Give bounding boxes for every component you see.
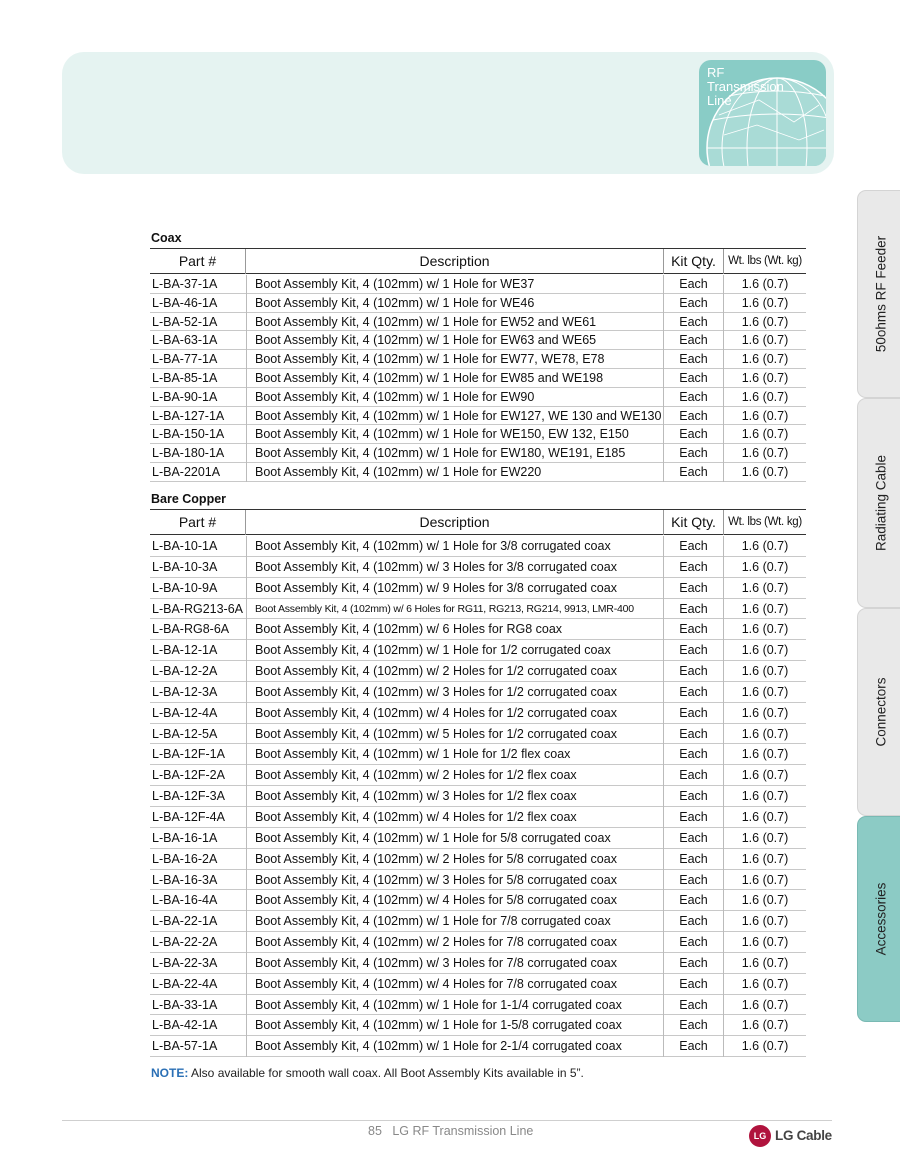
kit-qty: Each (663, 890, 723, 911)
part-number: L-BA-22-2A (152, 935, 218, 950)
table-row (150, 425, 806, 444)
table-row (150, 849, 806, 870)
weight: 1.6 (0.7) (723, 682, 806, 703)
weight: 1.6 (0.7) (723, 425, 806, 444)
description: Boot Assembly Kit, 4 (102mm) w/ 1 Hole for 3/8 corrugated coax (246, 536, 663, 557)
weight: 1.6 (0.7) (723, 599, 806, 620)
weight: 1.6 (0.7) (723, 275, 806, 294)
description: Boot Assembly Kit, 4 (102mm) w/ 1 Hole for EW85 and WE198 (246, 369, 663, 388)
table-row (150, 619, 806, 640)
table-row (150, 995, 806, 1016)
description: Boot Assembly Kit, 4 (102mm) w/ 1 Hole for WE37 (246, 275, 663, 294)
table-row (150, 703, 806, 724)
tab-radiating-cable[interactable] (857, 398, 900, 608)
header-part: Part # (178, 253, 217, 269)
part-number: L-BA-85-1A (152, 370, 218, 385)
section-title-coax: Coax (151, 231, 182, 245)
table-row (150, 536, 806, 557)
part-number: L-BA-12-1A (152, 643, 218, 658)
kit-qty: Each (663, 640, 723, 661)
part-number: L-BA-12F-3A (152, 789, 225, 804)
table-row (150, 1015, 806, 1036)
part-number: L-BA-33-1A (152, 997, 218, 1012)
part-number: L-BA-63-1A (152, 333, 218, 348)
part-number: L-BA-2201A (152, 464, 221, 479)
logo-text: LG Cable (775, 1128, 832, 1143)
tab-label: Radiating Cable (873, 454, 888, 552)
note-label: NOTE: (151, 1066, 189, 1080)
part-number: L-BA-12F-1A (152, 747, 225, 762)
weight: 1.6 (0.7) (723, 953, 806, 974)
section-title-bare-copper: Bare Copper (151, 492, 227, 506)
tab-connectors[interactable] (857, 608, 900, 816)
kit-qty: Each (663, 703, 723, 724)
description: Boot Assembly Kit, 4 (102mm) w/ 1 Hole for 1-5/8 corrugated coax (246, 1015, 663, 1036)
footer-caption (368, 1124, 533, 1138)
coax-rows (150, 275, 806, 482)
header-description: Description (245, 249, 663, 274)
table-row (150, 313, 806, 332)
part-number: L-BA-22-1A (152, 914, 218, 929)
part-number: L-BA-16-1A (152, 830, 218, 845)
description: Boot Assembly Kit, 4 (102mm) w/ 1 Hole for 7/8 corrugated coax (246, 911, 663, 932)
kit-qty: Each (663, 599, 723, 620)
badge-line-3: Line (707, 93, 732, 108)
kit-qty: Each (663, 870, 723, 891)
weight: 1.6 (0.7) (723, 911, 806, 932)
kit-qty: Each (663, 807, 723, 828)
part-number: L-BA-57-1A (152, 1039, 218, 1054)
tab-50ohms-rf-feeder[interactable] (857, 190, 900, 398)
table-row (150, 682, 806, 703)
table-row (150, 1036, 806, 1057)
description: Boot Assembly Kit, 4 (102mm) w/ 1 Hole for WE150, EW 132, E150 (246, 425, 663, 444)
weight: 1.6 (0.7) (723, 369, 806, 388)
table-row (150, 890, 806, 911)
description: Boot Assembly Kit, 4 (102mm) w/ 1 Hole for EW63 and WE65 (246, 331, 663, 350)
header-kit-qty: Kit Qty. (663, 510, 723, 535)
weight: 1.6 (0.7) (723, 744, 806, 765)
table-row (150, 724, 806, 745)
description: Boot Assembly Kit, 4 (102mm) w/ 3 Holes for 5/8 corrugated coax (246, 870, 663, 891)
tab-accessories[interactable] (857, 816, 900, 1022)
kit-qty: Each (663, 388, 723, 407)
part-number: L-BA-12-3A (152, 684, 218, 699)
weight: 1.6 (0.7) (723, 661, 806, 682)
kit-qty: Each (663, 369, 723, 388)
table-row (150, 369, 806, 388)
part-number: L-BA-37-1A (152, 277, 218, 291)
kit-qty: Each (663, 828, 723, 849)
kit-qty: Each (663, 682, 723, 703)
description: Boot Assembly Kit, 4 (102mm) w/ 6 Holes for RG8 coax (246, 619, 663, 640)
description: Boot Assembly Kit, 4 (102mm) w/ 3 Holes for 3/8 corrugated coax (246, 557, 663, 578)
weight: 1.6 (0.7) (723, 619, 806, 640)
tab-label: 50ohms RF Feeder (873, 235, 888, 353)
table-row (150, 953, 806, 974)
weight: 1.6 (0.7) (723, 407, 806, 426)
table-row (150, 765, 806, 786)
weight: 1.6 (0.7) (723, 870, 806, 891)
lg-cable-logo (749, 1125, 833, 1147)
kit-qty: Each (663, 313, 723, 332)
weight: 1.6 (0.7) (723, 1015, 806, 1036)
header-kit-qty: Kit Qty. (663, 249, 723, 274)
weight: 1.6 (0.7) (723, 890, 806, 911)
table-row (150, 786, 806, 807)
table-row (150, 331, 806, 350)
weight: 1.6 (0.7) (723, 536, 806, 557)
weight: 1.6 (0.7) (723, 578, 806, 599)
description: Boot Assembly Kit, 4 (102mm) w/ 1 Hole for EW52 and WE61 (246, 313, 663, 332)
table-row (150, 640, 806, 661)
note-text: Also available for smooth wall coax. All Boot Assembly Kits available in 5”. (188, 1066, 584, 1080)
description: Boot Assembly Kit, 4 (102mm) w/ 1 Hole for EW127, WE 130 and WE130 (246, 407, 663, 426)
page-number: 85 (368, 1124, 382, 1138)
kit-qty: Each (663, 444, 723, 463)
weight: 1.6 (0.7) (723, 1036, 806, 1057)
weight: 1.6 (0.7) (723, 350, 806, 369)
badge-line-1: RF (707, 65, 725, 80)
weight: 1.6 (0.7) (723, 724, 806, 745)
description: Boot Assembly Kit, 4 (102mm) w/ 3 Holes for 1/2 corrugated coax (246, 682, 663, 703)
part-number: L-BA-52-1A (152, 314, 218, 329)
part-number: L-BA-16-3A (152, 872, 218, 887)
kit-qty: Each (663, 932, 723, 953)
description: Boot Assembly Kit, 4 (102mm) w/ 1 Hole for WE46 (246, 294, 663, 313)
kit-qty: Each (663, 911, 723, 932)
table-row (150, 350, 806, 369)
part-number: L-BA-46-1A (152, 295, 218, 310)
kit-qty: Each (663, 1036, 723, 1057)
kit-qty: Each (663, 724, 723, 745)
table-row (150, 578, 806, 599)
description: Boot Assembly Kit, 4 (102mm) w/ 1 Hole for 1/2 flex coax (246, 744, 663, 765)
part-number: L-BA-90-1A (152, 389, 218, 404)
kit-qty: Each (663, 619, 723, 640)
description: Boot Assembly Kit, 4 (102mm) w/ 2 Holes for 5/8 corrugated coax (246, 849, 663, 870)
description: Boot Assembly Kit, 4 (102mm) w/ 9 Holes for 3/8 corrugated coax (246, 578, 663, 599)
part-number: L-BA-12F-4A (152, 809, 225, 824)
table-row (150, 557, 806, 578)
part-number: L-BA-150-1A (152, 427, 225, 442)
description: Boot Assembly Kit, 4 (102mm) w/ 3 Holes for 1/2 flex coax (246, 786, 663, 807)
weight: 1.6 (0.7) (723, 974, 806, 995)
description: Boot Assembly Kit, 4 (102mm) w/ 1 Hole for 1/2 corrugated coax (246, 640, 663, 661)
kit-qty: Each (663, 536, 723, 557)
table-header (150, 509, 806, 535)
part-number: L-BA-12F-2A (152, 768, 225, 783)
description: Boot Assembly Kit, 4 (102mm) w/ 1 Hole for EW220 (246, 463, 663, 482)
weight: 1.6 (0.7) (723, 388, 806, 407)
part-number: L-BA-42-1A (152, 1018, 218, 1033)
weight: 1.6 (0.7) (723, 932, 806, 953)
description: Boot Assembly Kit, 4 (102mm) w/ 1 Hole for 1-1/4 corrugated coax (246, 995, 663, 1016)
description: Boot Assembly Kit, 4 (102mm) w/ 4 Holes for 1/2 corrugated coax (246, 703, 663, 724)
logo-mark: LG (753, 1131, 767, 1141)
table-row (150, 807, 806, 828)
bare-copper-rows (150, 536, 806, 1057)
kit-qty: Each (663, 275, 723, 294)
table-row (150, 828, 806, 849)
description: Boot Assembly Kit, 4 (102mm) w/ 2 Holes for 7/8 corrugated coax (246, 932, 663, 953)
part-number: L-BA-22-3A (152, 955, 218, 970)
description: Boot Assembly Kit, 4 (102mm) w/ 1 Hole for EW90 (246, 388, 663, 407)
description: Boot Assembly Kit, 4 (102mm) w/ 2 Holes for 1/2 corrugated coax (246, 661, 663, 682)
weight: 1.6 (0.7) (723, 995, 806, 1016)
table-row (150, 911, 806, 932)
coax-table (150, 248, 806, 482)
kit-qty: Each (663, 995, 723, 1016)
part-number: L-BA-RG213-6A (152, 601, 244, 616)
table-row (150, 599, 806, 620)
weight: 1.6 (0.7) (723, 786, 806, 807)
header-description: Description (245, 510, 663, 535)
table-row (150, 744, 806, 765)
kit-qty: Each (663, 765, 723, 786)
tab-label: Connectors (873, 677, 888, 747)
weight: 1.6 (0.7) (723, 463, 806, 482)
rf-transmission-badge (699, 60, 826, 166)
bare-copper-table (150, 509, 806, 1057)
weight: 1.6 (0.7) (723, 444, 806, 463)
description: Boot Assembly Kit, 4 (102mm) w/ 4 Holes for 7/8 corrugated coax (246, 974, 663, 995)
kit-qty: Each (663, 849, 723, 870)
part-number: L-BA-10-9A (152, 580, 218, 595)
kit-qty: Each (663, 294, 723, 313)
weight: 1.6 (0.7) (723, 765, 806, 786)
part-number: L-BA-RG8-6A (152, 622, 230, 637)
kit-qty: Each (663, 578, 723, 599)
weight: 1.6 (0.7) (723, 313, 806, 332)
kit-qty: Each (663, 953, 723, 974)
kit-qty: Each (663, 974, 723, 995)
part-number: L-BA-10-1A (152, 539, 218, 553)
table-row (150, 407, 806, 426)
part-number: L-BA-22-4A (152, 976, 218, 991)
part-number: L-BA-12-4A (152, 705, 218, 720)
table-row (150, 870, 806, 891)
description: Boot Assembly Kit, 4 (102mm) w/ 2 Holes for 1/2 flex coax (246, 765, 663, 786)
description: Boot Assembly Kit, 4 (102mm) w/ 3 Holes for 7/8 corrugated coax (246, 953, 663, 974)
footer-title: LG RF Transmission Line (392, 1124, 534, 1138)
description: Boot Assembly Kit, 4 (102mm) w/ 6 Holes for RG11, RG213, RG214, 9913, LMR-400 (246, 599, 663, 620)
weight: 1.6 (0.7) (723, 849, 806, 870)
lg-logo-icon (749, 1125, 771, 1147)
note (151, 1066, 584, 1080)
part-number: L-BA-127-1A (152, 408, 225, 423)
description: Boot Assembly Kit, 4 (102mm) w/ 1 Hole for EW180, WE191, E185 (246, 444, 663, 463)
description: Boot Assembly Kit, 4 (102mm) w/ 1 Hole for 2-1/4 corrugated coax (246, 1036, 663, 1057)
part-number: L-BA-180-1A (152, 446, 225, 461)
kit-qty: Each (663, 350, 723, 369)
table-row (150, 294, 806, 313)
table-row (150, 932, 806, 953)
table-row (150, 974, 806, 995)
part-number: L-BA-10-3A (152, 559, 218, 574)
header-weight: Wt. lbs (Wt. kg) (723, 510, 806, 535)
kit-qty: Each (663, 557, 723, 578)
badge-line-2: Transmission (707, 79, 784, 94)
kit-qty: Each (663, 1015, 723, 1036)
kit-qty: Each (663, 425, 723, 444)
tab-label: Accessories (873, 882, 888, 956)
table-row (150, 661, 806, 682)
part-number: L-BA-16-2A (152, 851, 218, 866)
description: Boot Assembly Kit, 4 (102mm) w/ 4 Holes for 5/8 corrugated coax (246, 890, 663, 911)
header-weight: Wt. lbs (Wt. kg) (723, 249, 806, 274)
weight: 1.6 (0.7) (723, 828, 806, 849)
description: Boot Assembly Kit, 4 (102mm) w/ 5 Holes for 1/2 corrugated coax (246, 724, 663, 745)
weight: 1.6 (0.7) (723, 557, 806, 578)
kit-qty: Each (663, 744, 723, 765)
part-number: L-BA-16-4A (152, 893, 218, 908)
part-number: L-BA-12-5A (152, 726, 218, 741)
kit-qty: Each (663, 661, 723, 682)
footer-divider (62, 1120, 832, 1121)
description: Boot Assembly Kit, 4 (102mm) w/ 1 Hole for EW77, WE78, E78 (246, 350, 663, 369)
table-row (150, 275, 806, 294)
weight: 1.6 (0.7) (723, 703, 806, 724)
table-header (150, 248, 806, 274)
header-part: Part # (178, 514, 217, 530)
description: Boot Assembly Kit, 4 (102mm) w/ 1 Hole for 5/8 corrugated coax (246, 828, 663, 849)
part-number: L-BA-77-1A (152, 352, 218, 367)
kit-qty: Each (663, 331, 723, 350)
weight: 1.6 (0.7) (723, 807, 806, 828)
table-row (150, 444, 806, 463)
kit-qty: Each (663, 463, 723, 482)
table-row (150, 388, 806, 407)
kit-qty: Each (663, 407, 723, 426)
weight: 1.6 (0.7) (723, 640, 806, 661)
table-row (150, 463, 806, 482)
part-number: L-BA-12-2A (152, 664, 218, 679)
weight: 1.6 (0.7) (723, 294, 806, 313)
description: Boot Assembly Kit, 4 (102mm) w/ 4 Holes for 1/2 flex coax (246, 807, 663, 828)
kit-qty: Each (663, 786, 723, 807)
weight: 1.6 (0.7) (723, 331, 806, 350)
